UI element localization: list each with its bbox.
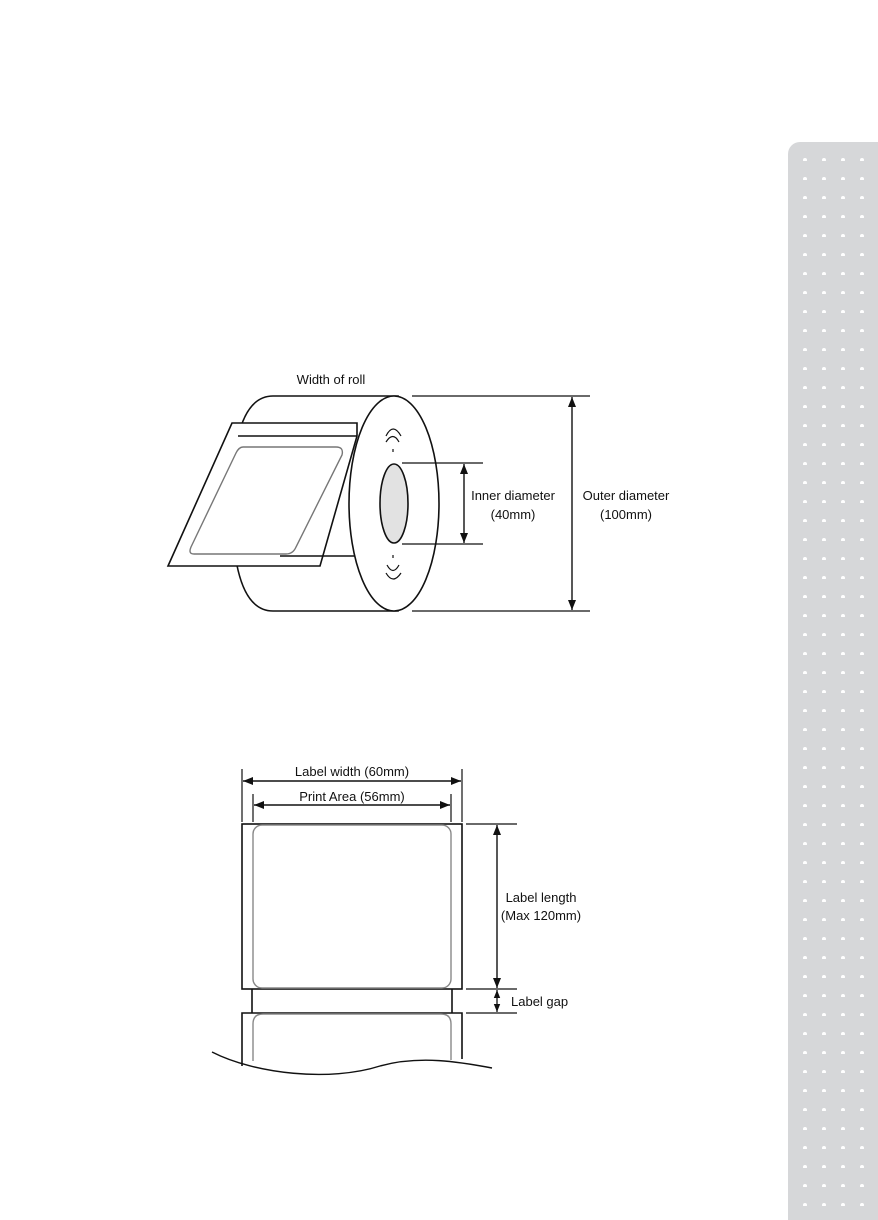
- label-strip-illustration: [212, 824, 492, 1074]
- roll-core: [380, 464, 408, 543]
- label-1: [242, 824, 462, 989]
- print-area-text: Print Area (56mm): [299, 789, 405, 804]
- label-gap-text: Label gap: [511, 994, 569, 1009]
- label-2: [242, 1013, 462, 1066]
- label-roll-illustration: [168, 396, 439, 611]
- outer-diameter-label: Outer diameter: [582, 488, 670, 503]
- label-length-text: Label length: [505, 890, 577, 905]
- inner-diameter-value: (40mm): [490, 507, 536, 522]
- inner-diameter-label: Inner diameter: [471, 488, 555, 503]
- outer-diameter-value: (100mm): [599, 507, 653, 522]
- width-of-roll-label: Width of roll: [296, 372, 366, 387]
- label-width-text: Label width (60mm): [294, 764, 410, 779]
- label-length-max-text: (Max 120mm): [500, 908, 582, 923]
